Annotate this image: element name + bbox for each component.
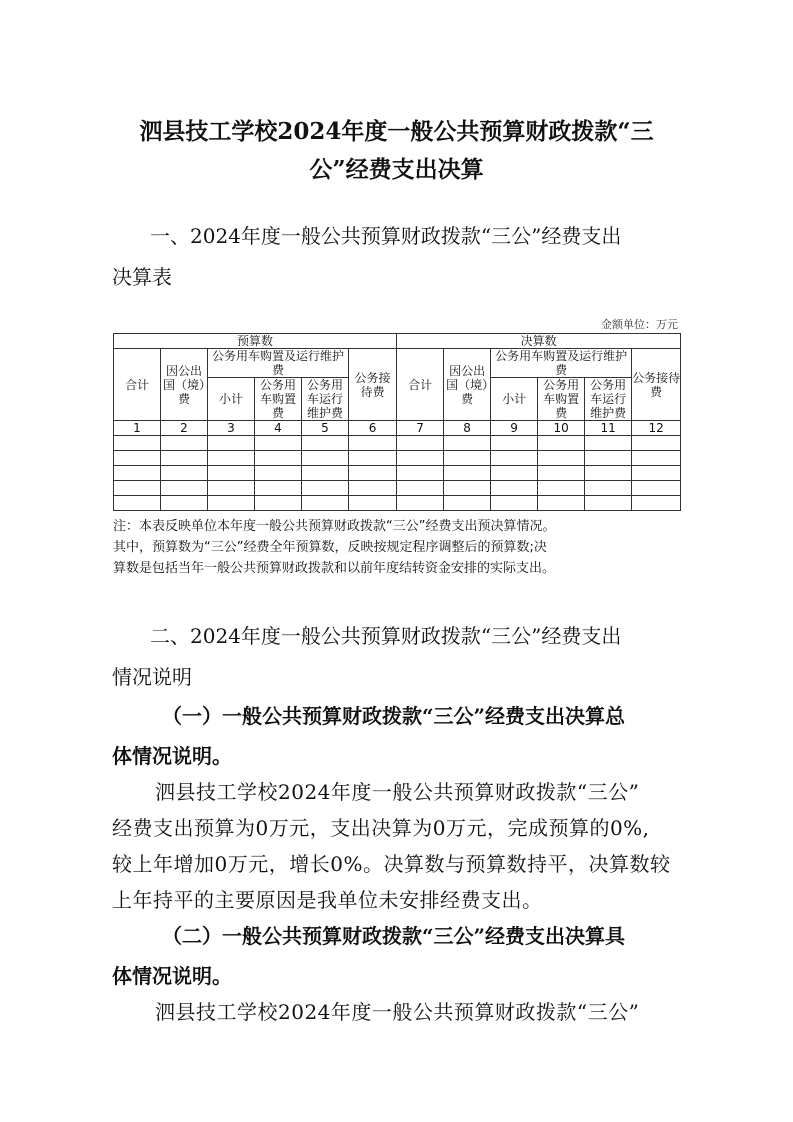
table-cell — [585, 451, 632, 466]
budget-vehicle-group-header: 公务用车购置及运行维护费 — [208, 349, 349, 378]
table-cell — [585, 481, 632, 496]
table-cell — [114, 496, 161, 511]
table-row — [114, 451, 681, 466]
budget-group-header: 预算数 — [114, 334, 397, 349]
paragraph-2-line: 泗县技工学校2024年度一般公共预算财政拨款“三公” — [155, 1000, 640, 1024]
budget-subtotal-header: 小计 — [208, 378, 255, 421]
table-cell — [444, 496, 491, 511]
subsection-2-heading: （二）一般公共预算财政拨款“三公”经费支出决算具 — [162, 924, 626, 948]
table-cell — [255, 481, 302, 496]
table-cell — [632, 496, 681, 511]
table-cell — [397, 496, 444, 511]
budget-vehicle-purchase-header: 公务用车购置费 — [255, 378, 302, 421]
table-cell — [255, 466, 302, 481]
table-cell — [302, 496, 349, 511]
table-cell — [397, 466, 444, 481]
table-cell — [161, 481, 208, 496]
final-vehicle-group-header: 公务用车购置及运行维护费 — [491, 349, 632, 378]
table-cell — [538, 436, 585, 451]
unit-label: 金额单位：万元 — [601, 318, 678, 331]
final-group-header: 决算数 — [397, 334, 681, 349]
table-cell — [114, 481, 161, 496]
table-cell — [444, 451, 491, 466]
final-total-header: 合计 — [397, 349, 444, 421]
document-title: 泗县技工学校2024年度一般公共预算财政拨款“三 — [139, 118, 654, 145]
table-cell — [255, 496, 302, 511]
table-cell — [632, 451, 681, 466]
table-cell — [208, 481, 255, 496]
final-subtotal-header: 小计 — [491, 378, 538, 421]
column-number: 7 — [397, 421, 444, 436]
column-number: 11 — [585, 421, 632, 436]
final-reception-header: 公务接待费 — [632, 349, 681, 421]
table-cell — [538, 496, 585, 511]
table-cell — [349, 481, 397, 496]
table-cell — [632, 466, 681, 481]
table-cell — [161, 496, 208, 511]
column-number: 3 — [208, 421, 255, 436]
table-cell — [632, 481, 681, 496]
table-cell — [208, 436, 255, 451]
document-title-continued: 公”经费支出决算 — [309, 156, 484, 183]
table-note-continued: 其中，预算数为“三公”经费全年预算数，反映按规定程序调整后的预算数;决 — [113, 540, 547, 555]
table-cell — [161, 451, 208, 466]
column-number: 6 — [349, 421, 397, 436]
table-cell — [208, 496, 255, 511]
table-cell — [349, 496, 397, 511]
table-cell — [161, 436, 208, 451]
column-number: 8 — [444, 421, 491, 436]
column-number-row — [114, 421, 681, 436]
table-cell — [444, 436, 491, 451]
column-number: 12 — [632, 421, 681, 436]
table-cell — [538, 481, 585, 496]
table-cell — [397, 436, 444, 451]
table-cell — [491, 466, 538, 481]
table-cell — [114, 436, 161, 451]
table-cell — [491, 451, 538, 466]
table-cell — [491, 436, 538, 451]
table-cell — [302, 481, 349, 496]
paragraph-1-line: 泗县技工学校2024年度一般公共预算财政拨款“三公” — [155, 780, 640, 804]
table-cell — [255, 451, 302, 466]
column-number: 9 — [491, 421, 538, 436]
table-cell — [585, 496, 632, 511]
table-cell — [397, 451, 444, 466]
column-number: 10 — [538, 421, 585, 436]
table-row — [114, 481, 681, 496]
column-number: 4 — [255, 421, 302, 436]
table-cell — [349, 466, 397, 481]
table-cell — [255, 436, 302, 451]
table-row — [114, 466, 681, 481]
table-note-end: 算数是包括当年一般公共预算财政拨款和以前年度结转资金安排的实际支出。 — [113, 561, 556, 576]
table-cell — [538, 466, 585, 481]
table-cell — [349, 436, 397, 451]
final-abroad-header: 因公出国（境）费 — [444, 349, 491, 421]
section-2-heading: 二、2024年度一般公共预算财政拨款“三公”经费支出 — [150, 624, 622, 648]
table-cell — [349, 451, 397, 466]
final-vehicle-purchase-header: 公务用车购置费 — [538, 378, 585, 421]
table-cell — [444, 481, 491, 496]
table-row — [114, 436, 681, 451]
table-cell — [208, 466, 255, 481]
table-cell — [208, 451, 255, 466]
table-cell — [632, 436, 681, 451]
table-cell — [302, 466, 349, 481]
paragraph-1-line: 上年持平的主要原因是我单位未安排经费支出。 — [112, 888, 543, 912]
table-row — [114, 496, 681, 511]
column-number: 5 — [302, 421, 349, 436]
table-cell — [302, 451, 349, 466]
table-cell — [114, 451, 161, 466]
table-cell — [444, 466, 491, 481]
budget-total-header: 合计 — [114, 349, 161, 421]
table-cell — [161, 466, 208, 481]
column-number: 2 — [161, 421, 208, 436]
subsection-1-heading-continued: 体情况说明。 — [112, 744, 232, 768]
budget-vehicle-operation-header: 公务用车运行维护费 — [302, 378, 349, 421]
table-cell — [114, 466, 161, 481]
paragraph-1-line: 较上年增加0万元，增长0%。决算数与预算数持平，决算数较 — [112, 852, 671, 876]
table-cell — [491, 496, 538, 511]
table-note: 注：本表反映单位本年度一般公共预算财政拨款“三公”经费支出预决算情况。 — [113, 519, 556, 534]
column-number: 1 — [114, 421, 161, 436]
table-cell — [585, 466, 632, 481]
subsection-2-heading-continued: 体情况说明。 — [112, 964, 232, 988]
final-vehicle-operation-header: 公务用车运行维护费 — [585, 378, 632, 421]
three-public-expenses-table — [113, 333, 681, 511]
section-2-heading-continued: 情况说明 — [112, 665, 192, 689]
budget-abroad-header: 因公出国（境）费 — [161, 349, 208, 421]
section-1-heading: 一、2024年度一般公共预算财政拨款“三公”经费支出 — [150, 224, 622, 248]
table-cell — [302, 436, 349, 451]
table-cell — [538, 451, 585, 466]
budget-reception-header: 公务接待费 — [349, 349, 397, 421]
table-cell — [491, 481, 538, 496]
table-cell — [585, 436, 632, 451]
paragraph-1-line: 经费支出预算为0万元，支出决算为0万元，完成预算的0%, — [112, 816, 650, 840]
table-cell — [397, 481, 444, 496]
section-1-heading-continued: 决算表 — [112, 265, 172, 289]
subsection-1-heading: （一）一般公共预算财政拨款“三公”经费支出决算总 — [162, 704, 626, 728]
